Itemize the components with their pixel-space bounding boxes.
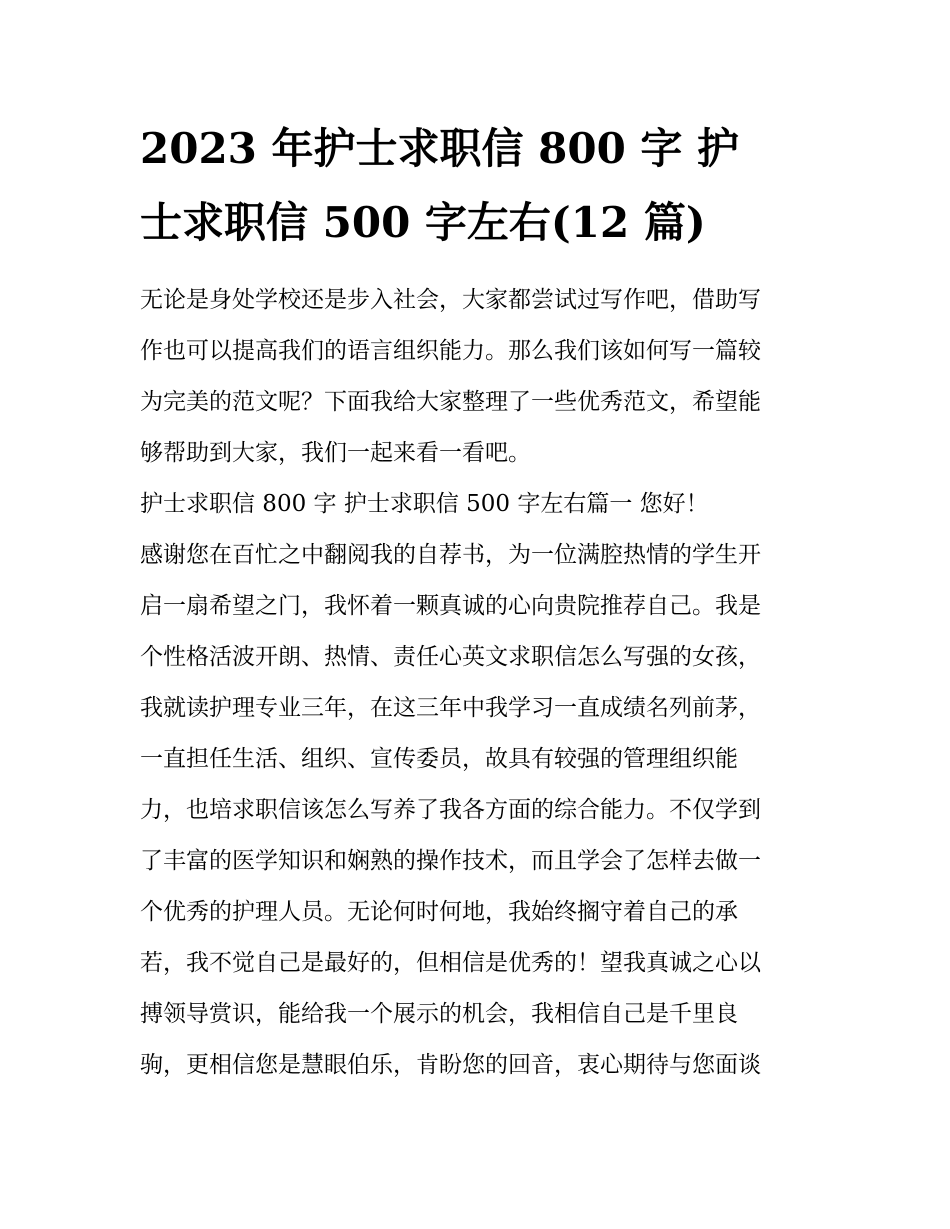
- body-line: 启一扇希望之门，我怀着一颗真诚的心向贵院推荐自己。我是: [140, 593, 761, 619]
- body-line: 我就读护理专业三年，在这三年中我学习一直成绩名列前茅，: [140, 695, 761, 721]
- body-line: 搏领导赏识，能给我一个展示的机会，我相信自己是千里良: [140, 1001, 738, 1027]
- body-line: 作也可以提高我们的语言组织能力。那么我们该如何写一篇较: [140, 338, 761, 364]
- document-body: [140, 275, 830, 1091]
- document-title: [140, 112, 820, 260]
- body-line: 感谢您在百忙之中翻阅我的自荐书，为一位满腔热情的学生开: [140, 542, 761, 568]
- body-line: 个性格活波开朗、热情、责任心英文求职信怎么写强的女孩，: [140, 644, 761, 670]
- body-line: 力，也培求职信该怎么写养了我各方面的综合能力。不仅学到: [140, 797, 761, 823]
- body-line: 够帮助到大家，我们一起来看一看吧。: [140, 440, 531, 466]
- body-line: 无论是身处学校还是步入社会，大家都尝试过写作吧，借助写: [140, 287, 761, 313]
- body-line: 了丰富的医学知识和娴熟的操作技术，而且学会了怎样去做一: [140, 848, 761, 874]
- body-line: 个优秀的护理人员。无论何时何地，我始终搁守着自己的承: [140, 899, 738, 925]
- title-line: 士求职信 500 字左右(12 篇): [140, 198, 706, 247]
- body-line: 一直担任生活、组织、宣传委员，故具有较强的管理组织能: [140, 746, 738, 772]
- body-line: 为完美的范文呢？下面我给大家整理了一些优秀范文，希望能: [140, 389, 761, 415]
- body-line: 驹，更相信您是慧眼伯乐，肯盼您的回音，衷心期待与您面谈: [140, 1052, 761, 1078]
- title-line: 2023 年护士求职信 800 字 护: [140, 124, 740, 173]
- section-heading-line: 护士求职信 800 字 护士求职信 500 字左右篇一 您好！: [140, 491, 709, 517]
- body-line: 若，我不觉自己是最好的，但相信是优秀的！望我真诚之心以: [140, 950, 761, 976]
